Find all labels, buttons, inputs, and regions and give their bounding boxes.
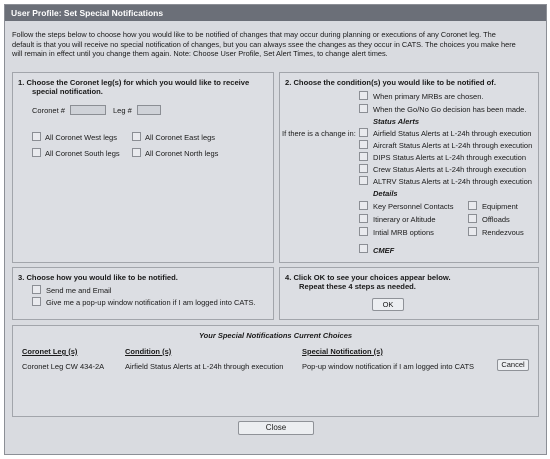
row-condition: Airfield Status Alerts at L-24h through execution bbox=[125, 362, 284, 371]
label-aircraft-alerts: Aircraft Status Alerts at L-24h through execution bbox=[373, 141, 533, 150]
label-crew-alerts: Crew Status Alerts at L-24h through execution bbox=[373, 165, 527, 174]
label-all-east: All Coronet East legs bbox=[145, 133, 216, 142]
checkbox-all-north[interactable] bbox=[132, 148, 141, 157]
coronet-number-field[interactable] bbox=[70, 105, 106, 115]
checkbox-airfield-alerts[interactable] bbox=[359, 128, 368, 137]
label-all-south: All Coronet South legs bbox=[45, 149, 120, 158]
column-header-condition: Condition (s) bbox=[125, 347, 172, 356]
label-airfield-alerts: Airfield Status Alerts at L-24h through execution bbox=[373, 129, 532, 138]
checkbox-key-personnel[interactable] bbox=[359, 201, 368, 210]
notifications-window bbox=[4, 4, 547, 455]
row-leg: Coronet Leg CW 434-2A bbox=[22, 362, 105, 371]
checkbox-aircraft-alerts[interactable] bbox=[359, 140, 368, 149]
checkbox-all-west[interactable] bbox=[32, 132, 41, 141]
cancel-button[interactable]: Cancel bbox=[497, 359, 529, 371]
label-itinerary: Itinerary or Altitude bbox=[373, 215, 436, 224]
step3-title: 3. Choose how you would like to be notified. bbox=[18, 273, 178, 282]
step1-title-line2: special notification. bbox=[32, 87, 103, 96]
label-primary-mrbs: When primary MRBs are chosen. bbox=[373, 92, 484, 101]
step1-title-line1: 1. Choose the Coronet leg(s) for which you would like to receive bbox=[18, 78, 250, 87]
current-choices-heading: Your Special Notifications Current Choices bbox=[198, 331, 353, 340]
label-key-personnel: Key Personnel Contacts bbox=[373, 202, 454, 211]
checkbox-cmef[interactable] bbox=[359, 244, 368, 253]
column-header-leg: Coronet Leg (s) bbox=[22, 347, 78, 356]
step4-line1: 4. Click OK to see your choices appear below. bbox=[285, 273, 451, 282]
label-cmef: CMEF bbox=[373, 246, 395, 255]
label-altrv-alerts: ALTRV Status Alerts at L-24h through execution bbox=[373, 177, 532, 186]
intro-text bbox=[12, 30, 539, 59]
checkbox-all-east[interactable] bbox=[132, 132, 141, 141]
checkbox-send-email[interactable] bbox=[32, 285, 41, 294]
label-rendezvous: Rendezvous bbox=[482, 228, 524, 237]
step2-panel bbox=[279, 72, 539, 263]
checkbox-dips-alerts[interactable] bbox=[359, 152, 368, 161]
label-popup-notification: Give me a pop-up window notification if I am logged into CATS. bbox=[46, 298, 256, 307]
label-all-west: All Coronet West legs bbox=[45, 133, 117, 142]
step4-line2: Repeat these 4 steps as needed. bbox=[299, 282, 416, 291]
change-in-label: If there is a change in: bbox=[282, 129, 356, 138]
row-notification: Pop-up window notification if I am logged into CATS bbox=[302, 362, 475, 371]
checkbox-initial-mrb[interactable] bbox=[359, 227, 368, 236]
intro-line-2: default is that you will receive no special notification of changes, but you can always ssee the changes as they occur in CATS. The choices you make here bbox=[12, 39, 516, 49]
checkbox-itinerary[interactable] bbox=[359, 214, 368, 223]
label-all-north: All Coronet North legs bbox=[145, 149, 219, 158]
checkbox-altrv-alerts[interactable] bbox=[359, 176, 368, 185]
checkbox-equipment[interactable] bbox=[468, 201, 477, 210]
status-alerts-heading: Status Alerts bbox=[373, 117, 419, 126]
leg-number-field[interactable] bbox=[137, 105, 161, 115]
label-initial-mrb: Intial MRB options bbox=[373, 228, 434, 237]
label-go-no-go: When the Go/No Go decision has been made. bbox=[373, 105, 527, 114]
label-offloads: Offloads bbox=[482, 215, 510, 224]
checkbox-popup-notification[interactable] bbox=[32, 297, 41, 306]
label-equipment: Equipment bbox=[482, 202, 518, 211]
step2-title: 2. Choose the condition(s) you would like to be notified of. bbox=[285, 78, 496, 87]
coronet-number-label: Coronet # bbox=[32, 106, 65, 115]
checkbox-offloads[interactable] bbox=[468, 214, 477, 223]
step4-panel bbox=[279, 267, 539, 320]
details-heading: Details bbox=[373, 189, 398, 198]
step3-panel bbox=[12, 267, 274, 320]
checkbox-rendezvous[interactable] bbox=[468, 227, 477, 236]
current-choices-panel bbox=[12, 325, 539, 417]
intro-line-3: will remain in effect until you change them again. Note: Choose User Profile, Set Alert Times, to change alert times. bbox=[12, 49, 388, 58]
column-header-notification: Special Notification (s) bbox=[302, 347, 383, 356]
checkbox-primary-mrbs[interactable] bbox=[359, 91, 368, 100]
checkbox-all-south[interactable] bbox=[32, 148, 41, 157]
close-button[interactable]: Close bbox=[238, 421, 314, 435]
intro-line-1: Follow the steps below to choose how you would like to be notified of changes that may occur during planning or executions of any Coronet leg. The bbox=[12, 30, 496, 39]
checkbox-go-no-go[interactable] bbox=[359, 104, 368, 113]
checkbox-crew-alerts[interactable] bbox=[359, 164, 368, 173]
step1-panel bbox=[12, 72, 274, 263]
ok-button[interactable]: OK bbox=[372, 298, 404, 311]
window-title: User Profile: Set Special Notifications bbox=[5, 5, 546, 21]
label-send-email: Send me and Email bbox=[46, 286, 112, 295]
label-dips-alerts: DIPS Status Alerts at L-24h through execution bbox=[373, 153, 527, 162]
leg-number-label: Leg # bbox=[113, 106, 132, 115]
